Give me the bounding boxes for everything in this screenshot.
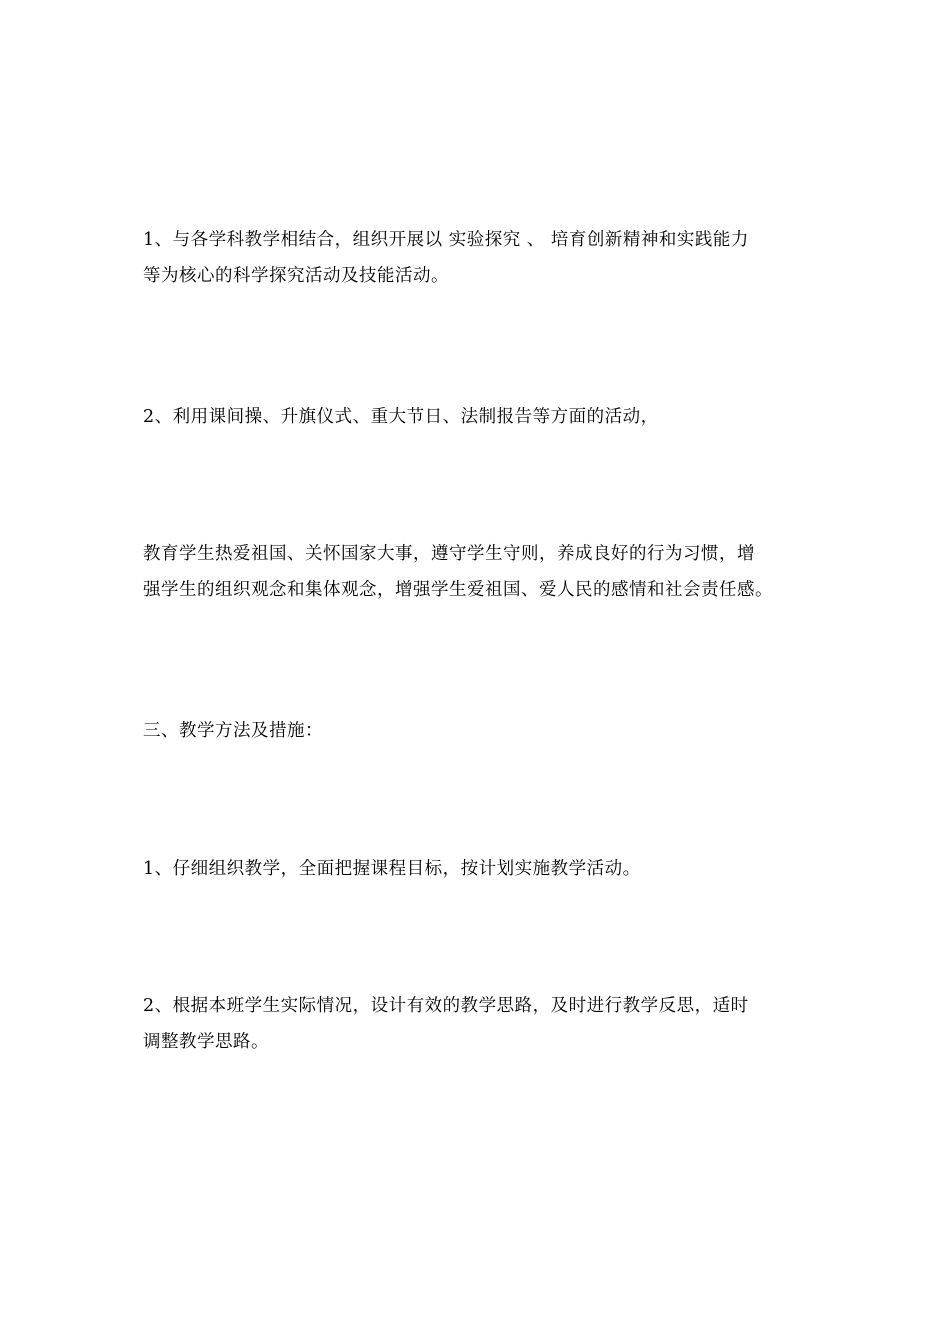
paragraph-ceremony-activities: [143, 399, 811, 435]
paragraph-activities-integration: [143, 222, 811, 294]
paragraph-patriotic-education: [143, 536, 811, 608]
paragraph-line: 1、仔细组织教学，全面把握课程目标，按计划实施教学活动。: [143, 859, 641, 879]
paragraph-line: 调整教学思路。: [143, 1032, 269, 1052]
section-heading-text: 三、教学方法及措施：: [143, 721, 323, 741]
paragraph-line: 强学生的组织观念和集体观念，增强学生爱祖国、爱人民的感情和社会责任感。: [143, 580, 773, 600]
paragraph-line: 2、利用课间操、升旗仪式、重大节日、法制报告等方面的活动，: [143, 407, 659, 427]
paragraph-design-teaching: [143, 988, 811, 1060]
paragraph-line: 等为核心的科学探究活动及技能活动。: [143, 266, 449, 286]
section-heading-methods: [143, 713, 811, 749]
paragraph-line: 2、根据本班学生实际情况，设计有效的教学思路，及时进行教学反思，适时: [143, 996, 749, 1016]
paragraph-line: 教育学生热爱祖国、关怀国家大事，遵守学生守则，养成良好的行为习惯，增: [143, 544, 755, 564]
paragraph-line: 1、与各学科教学相结合，组织开展以 实验探究 、 培育创新精神和实践能力: [143, 230, 749, 250]
paragraph-organize-teaching: [143, 851, 811, 887]
